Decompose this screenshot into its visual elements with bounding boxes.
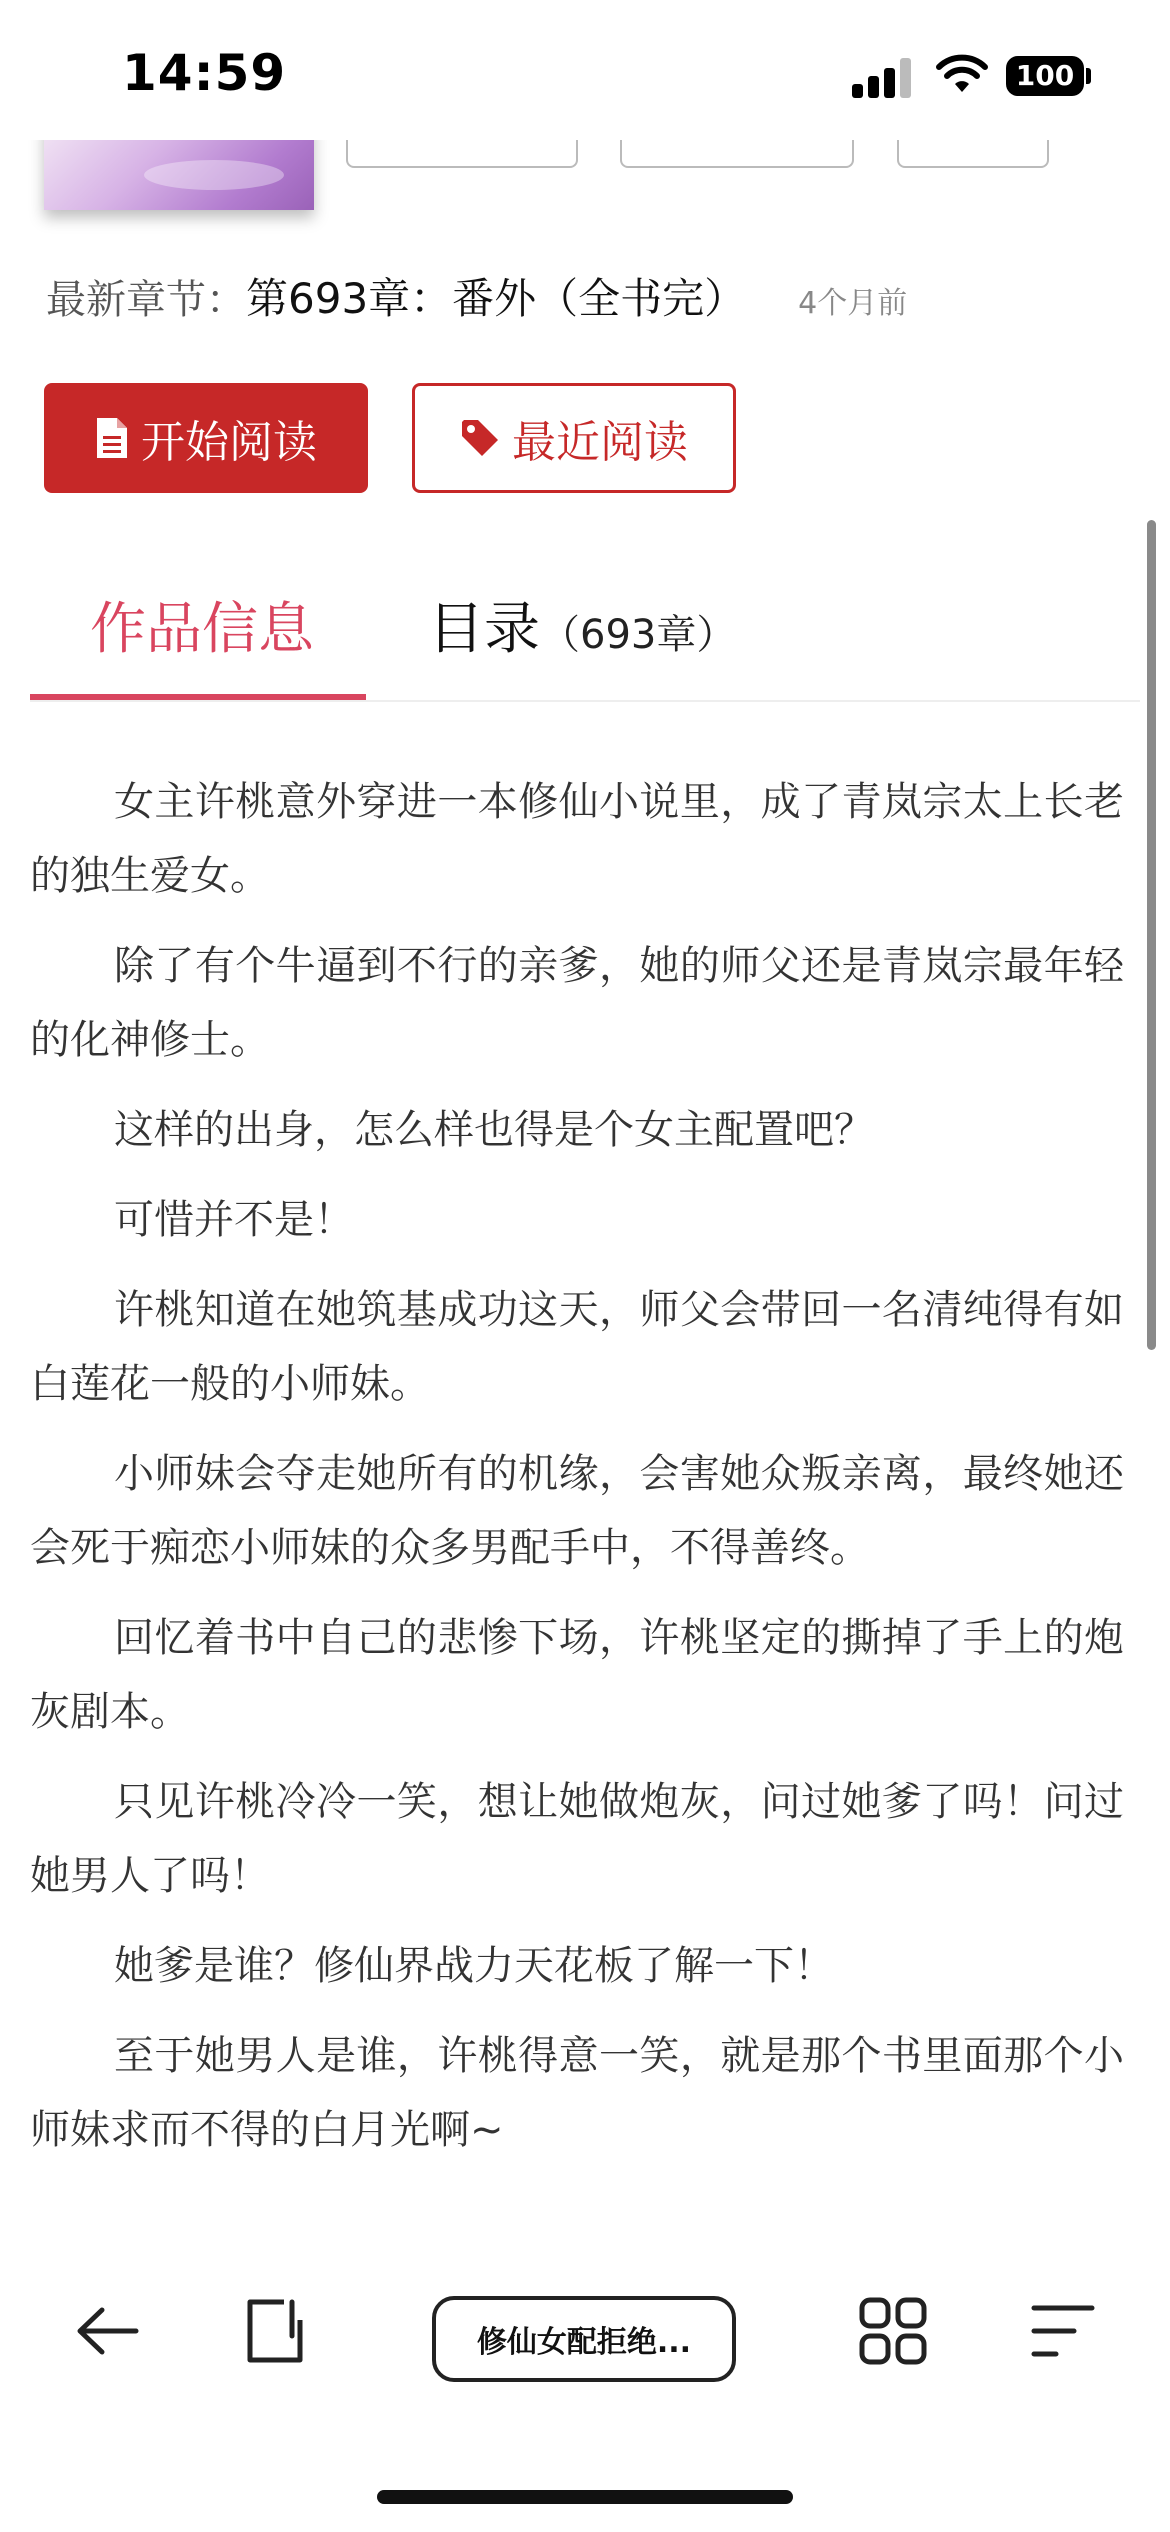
synopsis-paragraph: 小师妹会夺走她所有的机缘，会害她众叛亲离，最终她还会死于痴恋小师妹的众多男配手中，不得善终。 [30,1451,1124,1571]
synopsis-paragraph: 除了有个牛逼到不行的亲爹，她的师父还是青岚宗最年轻的化神修士。 [30,943,1124,1063]
document-icon [95,416,129,460]
signal-icon [852,56,914,98]
menu-icon[interactable] [1028,2296,1098,2366]
battery-nub [1086,68,1091,84]
tab-book-info[interactable]: 作品信息 [90,597,314,662]
scrollbar[interactable] [1147,520,1156,1350]
tab-divider [30,700,1140,702]
home-indicator[interactable] [377,2490,793,2504]
synopsis-paragraph: 女主许桃意外穿进一本修仙小说里，成了青岚宗太上长老的独生爱女。 [30,779,1124,899]
recent-reading-label: 最近阅读 [512,417,688,468]
battery-icon [1006,56,1084,96]
start-reading-label: 开始阅读 [141,417,317,468]
tab-toc-count: （693章） [540,612,737,658]
battery-level: 100 [1015,59,1075,92]
tab-table-of-contents[interactable] [428,585,736,665]
wifi-icon [935,52,989,96]
back-arrow-icon[interactable] [72,2296,142,2366]
status-time: 14:59 [122,44,287,102]
synopsis-paragraph: 回忆着书中自己的悲惨下场，许桃坚定的撕掉了手上的炮灰剧本。 [30,1615,1124,1735]
tab-toc-label: 目录 [428,597,540,662]
synopsis [30,765,1124,2183]
cover-art [144,160,284,190]
book-title-button[interactable]: 修仙女配拒绝... [432,2296,736,2382]
grid-icon[interactable] [858,2296,928,2366]
latest-chapter-time: 4个月前 [798,286,908,321]
synopsis-paragraph: 这样的出身，怎么样也得是个女主配置吧？ [114,1107,874,1153]
synopsis-paragraph: 许桃知道在她筑基成功这天，师父会带回一名清纯得有如白莲花一般的小师妹。 [30,1287,1124,1407]
latest-chapter-label: 最新章节： [46,277,246,323]
tag-icon [460,418,500,458]
synopsis-paragraph: 可惜并不是！ [114,1197,354,1243]
start-reading-button[interactable] [44,383,368,493]
status-bar [0,0,1170,140]
bottom-toolbar [0,2250,1170,2400]
bookmark-icon[interactable] [240,2296,310,2366]
synopsis-paragraph: 只见许桃冷冷一笑，想让她做炮灰，问过她爹了吗！问过她男人了吗！ [30,1779,1124,1899]
recent-reading-button[interactable] [412,383,736,493]
synopsis-paragraph: 她爹是谁？修仙界战力天花板了解一下！ [114,1943,834,1989]
latest-chapter-row[interactable] [46,266,907,326]
synopsis-paragraph: 至于她男人是谁，许桃得意一笑，就是那个书里面那个小师妹求而不得的白月光啊~ [30,2033,1124,2153]
latest-chapter-title[interactable]: 第693章：番外（全书完） [246,274,747,323]
